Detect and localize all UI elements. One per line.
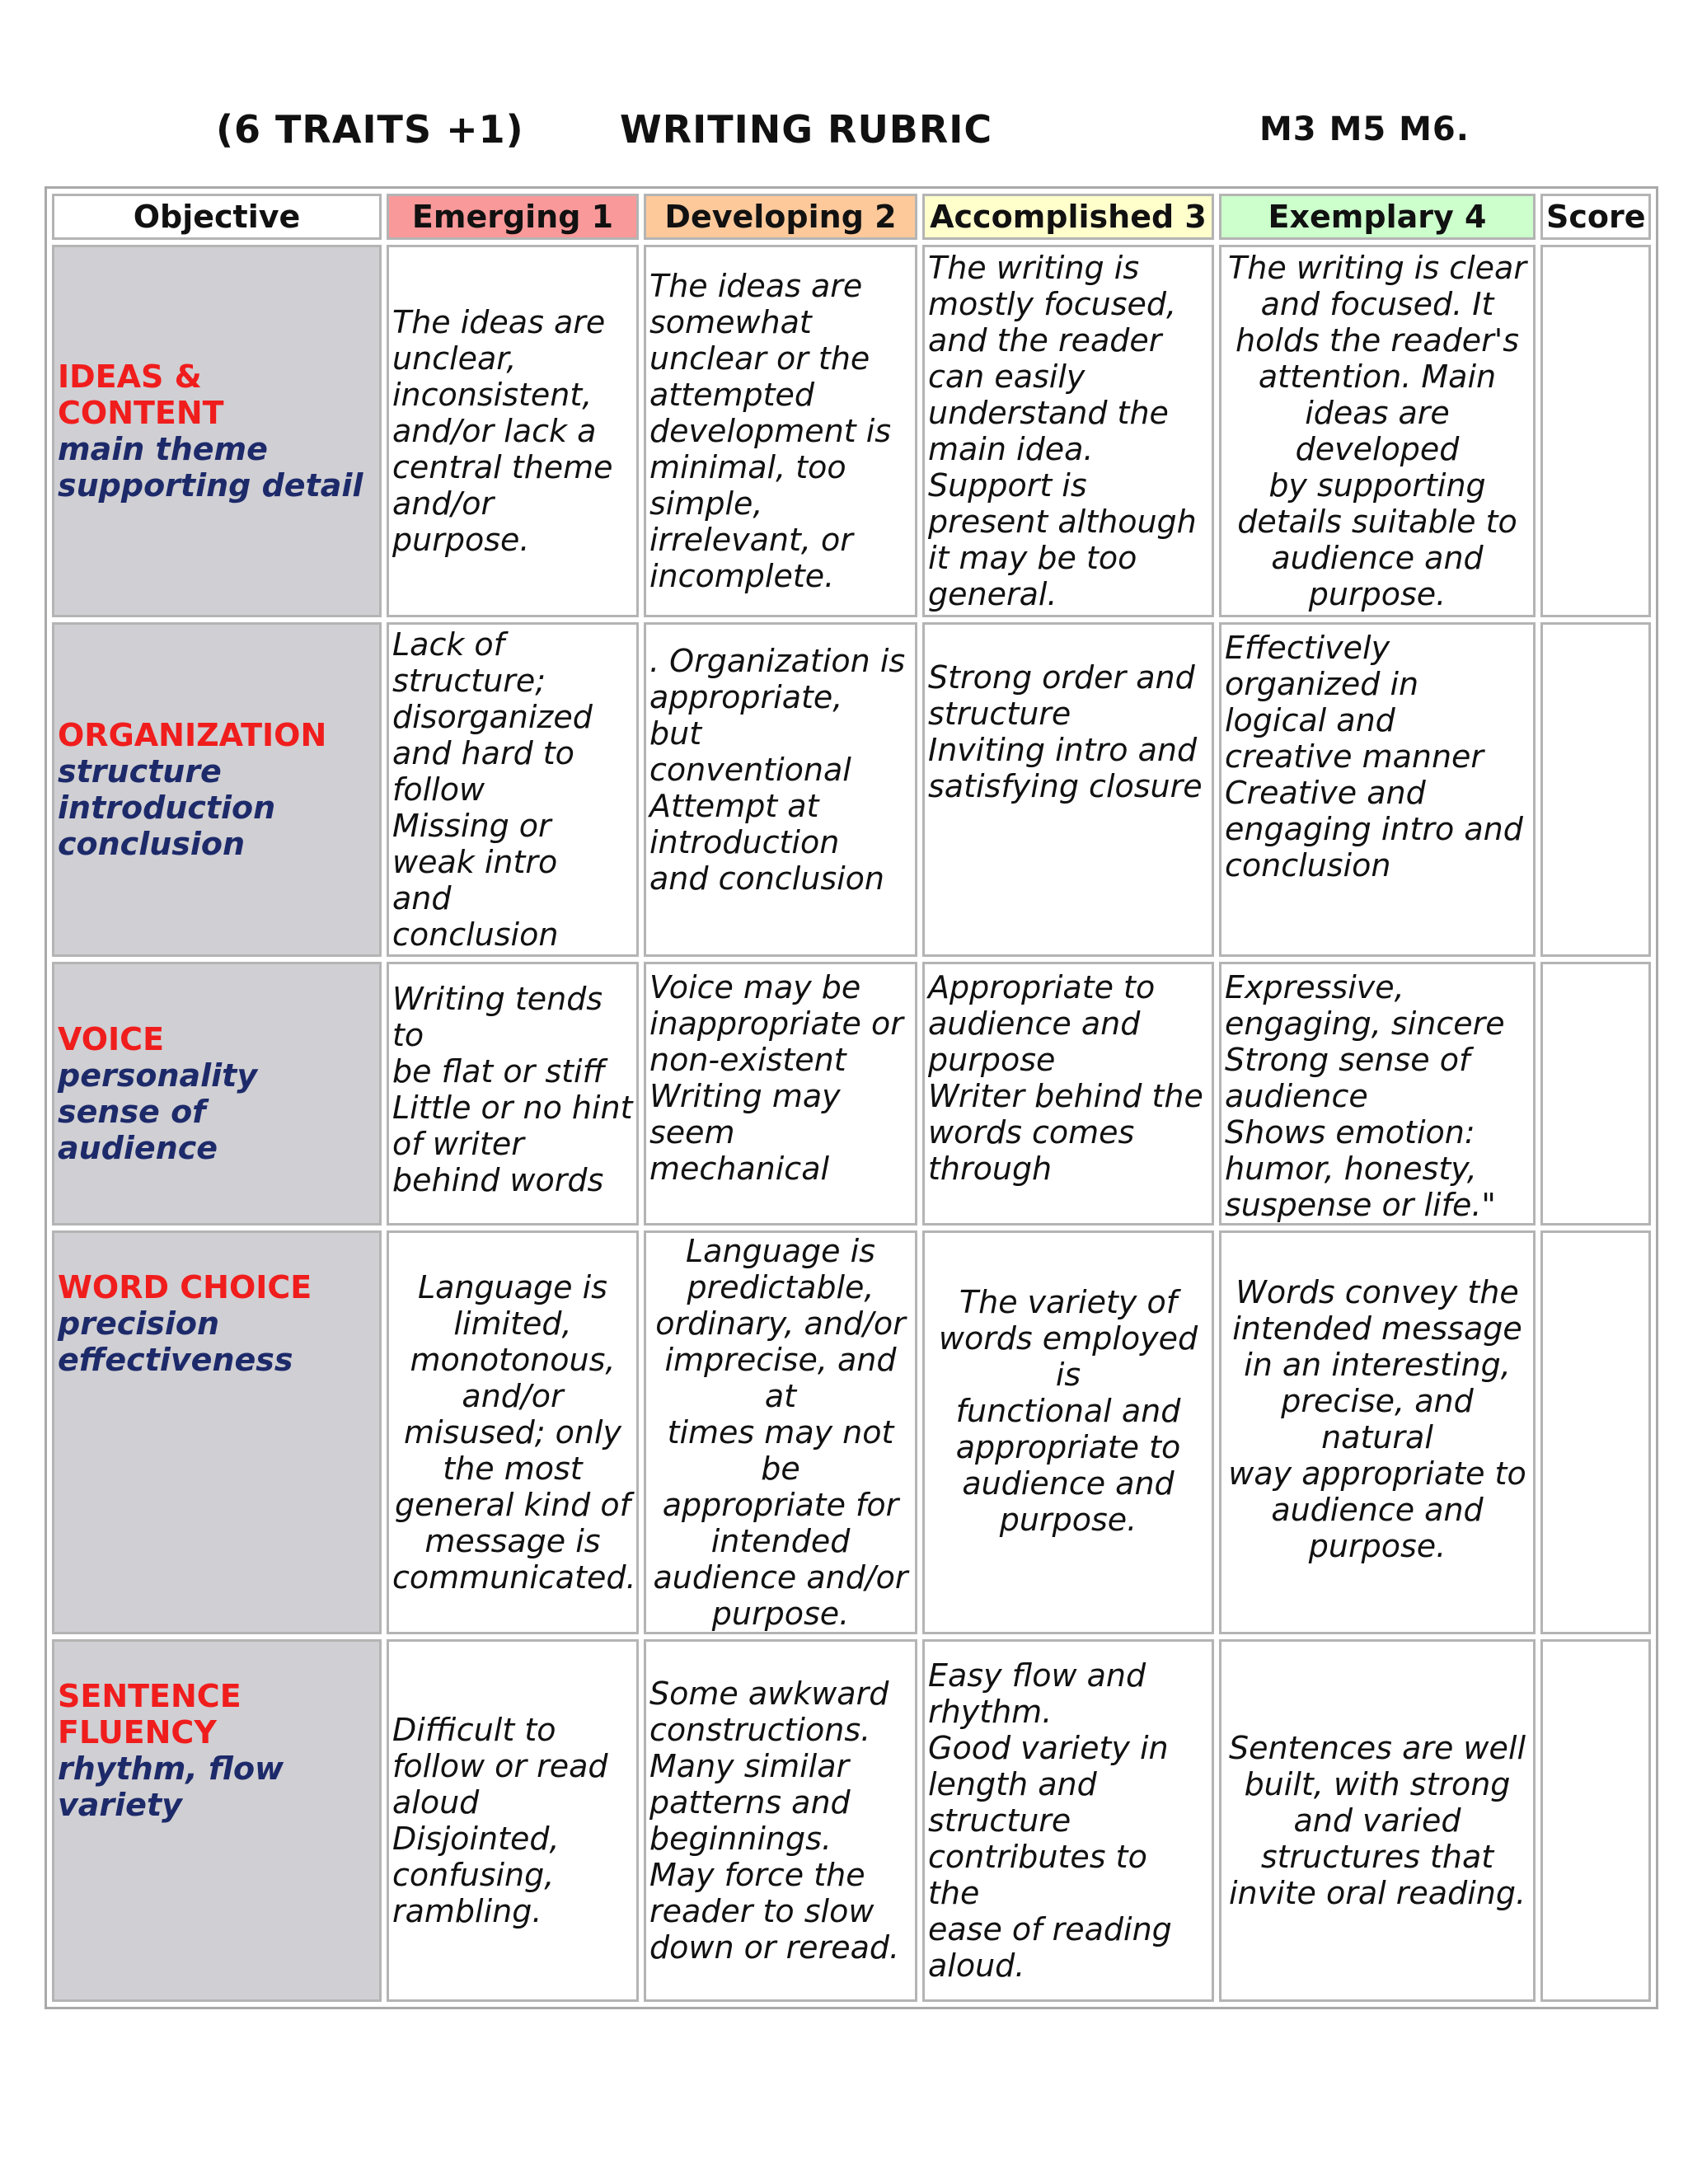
objective-cell: [52, 245, 382, 617]
developing-cell: The ideas are somewhat unclear or the attempted development is minimal, too simple, irrelevant, or incomplete.: [644, 245, 917, 617]
header-exemplary: Exemplary 4: [1219, 194, 1536, 240]
header-score: Score: [1540, 194, 1651, 240]
header-developing: Developing 2: [644, 194, 917, 240]
score-cell[interactable]: [1540, 1230, 1651, 1634]
row-voice: [52, 962, 1651, 1226]
exemplary-cell: Sentences are well built, with strong and varied structures that invite oral reading.: [1219, 1639, 1536, 2002]
objective-cell: [52, 1230, 382, 1634]
trait-subtitle: precision effectiveness: [58, 1305, 293, 1378]
score-cell[interactable]: [1540, 962, 1651, 1226]
title-traits: (6 TRAITS +1): [216, 107, 524, 152]
emerging-cell: The ideas are unclear, inconsistent, and/or lack a central theme and/or purpose.: [387, 245, 639, 617]
developing-cell: Some awkward constructions. Many similar patterns and beginnings. May force the reader to slow down or reread.: [644, 1639, 917, 2002]
header-row: [52, 194, 1651, 240]
developing-cell: Voice may be inappropriate or non-existent Writing may seem mechanical: [644, 962, 917, 1226]
trait-name: ORGANIZATION: [58, 717, 327, 753]
rubric-table: [45, 186, 1658, 2009]
trait-subtitle: personality sense of audience: [58, 1057, 258, 1166]
trait-name: IDEAS & CONTENT: [58, 359, 224, 431]
developing-cell: . Organization is appropriate, but conventional Attempt at introduction and conclusion: [644, 622, 917, 957]
header-emerging: Emerging 1: [387, 194, 639, 240]
title-rubric: WRITING RUBRIC: [620, 107, 993, 152]
exemplary-cell: Effectively organized in logical and creative manner Creative and engaging intro and conclusion: [1219, 622, 1536, 957]
score-cell[interactable]: [1540, 1639, 1651, 2002]
trait-subtitle: main theme supporting detail: [58, 431, 363, 504]
objective-cell: [52, 1639, 382, 2002]
developing-cell: Language is predictable, ordinary, and/or imprecise, and at times may not be appropriate for intended audience and/or purpose.: [644, 1230, 917, 1634]
title-levels: M3 M5 M6.: [1259, 110, 1470, 148]
header-accomplished: Accomplished 3: [922, 194, 1214, 240]
score-cell[interactable]: [1540, 245, 1651, 617]
row-sentence-fluency: [52, 1639, 1651, 2002]
exemplary-cell: The writing is clear and focused. It holds the reader's attention. Main ideas are developed by supporting details suitable to audience and purpose.: [1219, 245, 1536, 617]
emerging-cell: Lack of structure; disorganized and hard to follow Missing or weak intro and conclusion: [387, 622, 639, 957]
objective-cell: [52, 622, 382, 957]
row-organization: [52, 622, 1651, 957]
accomplished-cell: Appropriate to audience and purpose Writer behind the words comes through: [922, 962, 1214, 1226]
page-heading: [0, 102, 1688, 157]
row-word-choice: [52, 1230, 1651, 1634]
emerging-cell: Difficult to follow or read aloud Disjointed, confusing, rambling.: [387, 1639, 639, 2002]
emerging-cell: Language is limited, monotonous, and/or misused; only the most general kind of message is communicated.: [387, 1230, 639, 1634]
header-objective: Objective: [52, 194, 382, 240]
accomplished-cell: Strong order and structure Inviting intro and satisfying closure: [922, 622, 1214, 957]
row-ideas-content: [52, 245, 1651, 617]
accomplished-cell: The variety of words employed is functional and appropriate to audience and purpose.: [922, 1230, 1214, 1634]
trait-subtitle: structure introduction conclusion: [58, 753, 276, 862]
accomplished-cell: The writing is mostly focused, and the reader can easily understand the main idea. Support is present although it may be too general.: [922, 245, 1214, 617]
score-cell[interactable]: [1540, 622, 1651, 957]
trait-name: SENTENCE FLUENCY: [58, 1678, 241, 1750]
trait-name: VOICE: [58, 1021, 165, 1057]
trait-subtitle: rhythm, flow variety: [58, 1750, 284, 1823]
emerging-cell: Writing tends to be flat or stiff Little or no hint of writer behind words: [387, 962, 639, 1226]
accomplished-cell: Easy flow and rhythm. Good variety in length and structure contributes to the ease of reading aloud.: [922, 1639, 1214, 2002]
objective-cell: [52, 962, 382, 1226]
exemplary-cell: Words convey the intended message in an interesting, precise, and natural way appropriate to audience and purpose.: [1219, 1230, 1536, 1634]
exemplary-cell: Expressive, engaging, sincere Strong sense of audience Shows emotion: humor, honesty, suspense or life.": [1219, 962, 1536, 1226]
trait-name: WORD CHOICE: [58, 1269, 312, 1305]
